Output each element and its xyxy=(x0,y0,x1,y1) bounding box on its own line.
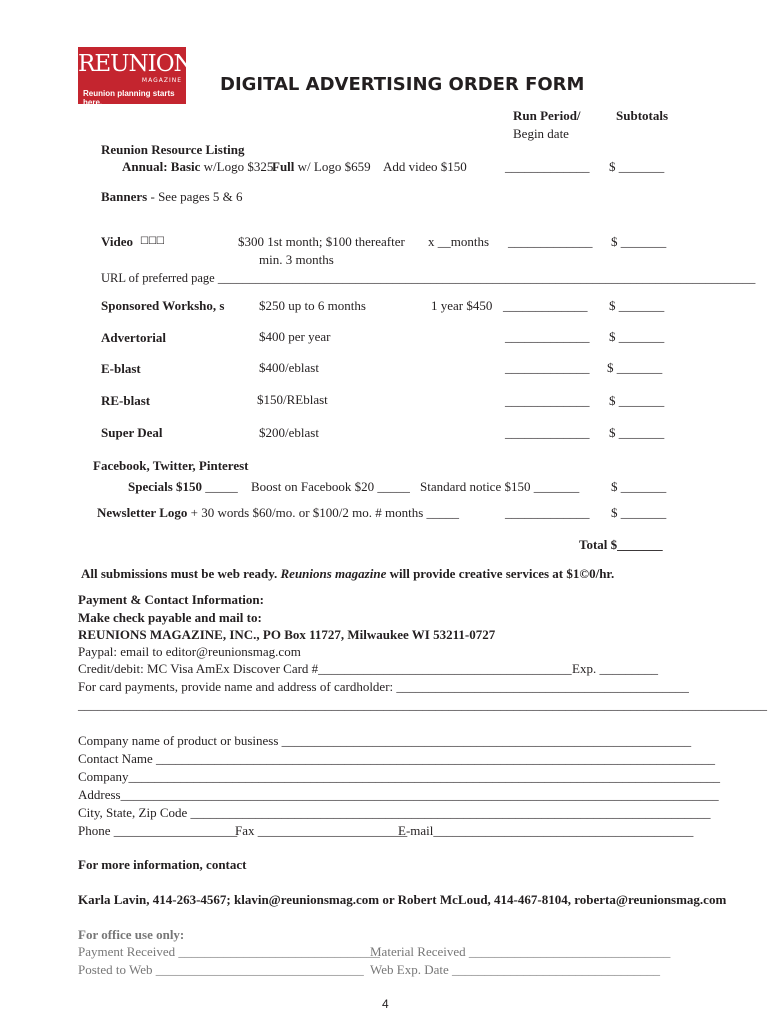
row-run-blank[interactable]: _____________ xyxy=(505,425,590,440)
video-run-blank[interactable]: _____________ xyxy=(508,234,593,249)
office-material-received[interactable]: Material Received _______________________________ xyxy=(370,944,671,959)
office-web-exp-date[interactable]: Web Exp. Date ________________________________ xyxy=(370,962,660,977)
page-number: 4 xyxy=(382,997,389,1011)
field-company-product[interactable]: Company name of product or business _______________________________________________________________ xyxy=(78,733,692,748)
more-info-heading: For more information, contact xyxy=(78,857,247,872)
social-heading: Facebook, Twitter, Pinterest xyxy=(93,458,249,473)
payment-heading: Payment & Contact Information: xyxy=(78,592,264,607)
row-price: $400/eblast xyxy=(259,360,319,375)
payment-address: REUNIONS MAGAZINE, INC., PO Box 11727, Milwaukee WI 53211-0727 xyxy=(78,627,496,642)
row-label: Advertorial xyxy=(101,330,166,345)
newsletter-row: Newsletter Logo + 30 words $60/mo. or $100/2 mo. # months _____ xyxy=(97,505,460,520)
row-extra: 1 year $450 xyxy=(431,298,493,313)
resource-full: Full w/ Logo $659 xyxy=(272,159,371,174)
social-boost[interactable]: Boost on Facebook $20 _____ xyxy=(251,479,410,494)
resource-run-blank[interactable]: _____________ xyxy=(505,159,590,174)
reunions-logo xyxy=(78,47,208,107)
video-garbled-glyphs: ☐☐☐ xyxy=(140,236,164,247)
field-contact-name[interactable]: Contact Name ______________________________________________________________________________________ xyxy=(78,751,715,766)
page-title: DIGITAL ADVERTISING ORDER FORM xyxy=(220,74,585,95)
resource-subtotal[interactable]: $ _______ xyxy=(609,159,665,174)
row-label: Super Deal xyxy=(101,425,163,440)
row-price: $150/REblast xyxy=(257,392,328,407)
video-subtotal[interactable]: $ _______ xyxy=(611,234,667,249)
total[interactable]: Total $_______ xyxy=(579,537,663,552)
office-heading: For office use only: xyxy=(78,927,185,942)
newsletter-subtotal[interactable]: $ _______ xyxy=(611,505,667,520)
payment-cardholder[interactable]: For card payments, provide name and address of cardholder: _____________________________________________ xyxy=(78,679,689,694)
row-price: $400 per year xyxy=(259,329,331,344)
logo-magazine: MAGAZINE xyxy=(141,77,182,84)
row-label: E-blast xyxy=(101,361,141,376)
field-phone[interactable]: Phone ___________________ xyxy=(78,823,238,838)
row-subtotal[interactable]: $ _______ xyxy=(609,329,665,344)
banners-row: Banners - See pages 5 & 6 xyxy=(101,189,243,204)
row-label: RE-blast xyxy=(101,393,151,408)
subtotals-header: Subtotals xyxy=(616,108,669,123)
resource-video: Add video $150 xyxy=(383,159,467,174)
row-run-blank[interactable]: _____________ xyxy=(503,298,588,313)
row-price: $250 up to 6 months xyxy=(259,298,366,313)
video-min: min. 3 months xyxy=(259,252,334,267)
field-city-state-zip[interactable]: City, State, Zip Code ________________________________________________________________________________ xyxy=(78,805,711,820)
contact-people: Karla Lavin, 414-263-4567; klavin@reunionsmag.com or Robert McLoud, 414-467-8104, roberta@reunionsmag.com xyxy=(78,892,727,907)
office-payment-received[interactable]: Payment Received _______________________________ xyxy=(78,944,380,959)
social-subtotal[interactable]: $ _______ xyxy=(611,479,667,494)
logo-wordmark: REUNIONS xyxy=(78,51,208,77)
row-price: $200/eblast xyxy=(259,425,319,440)
newsletter-run-blank[interactable]: _____________ xyxy=(505,505,590,520)
begin-date-header: Begin date xyxy=(513,126,569,141)
resource-basic: Annual: Basic w/Logo $325 xyxy=(122,159,274,174)
payment-paypal: Paypal: email to editor@reunionsmag.com xyxy=(78,644,301,659)
row-subtotal[interactable]: $ _______ xyxy=(607,360,663,375)
field-address[interactable]: Address____________________________________________________________________________________________ xyxy=(78,787,719,802)
row-label: Sponsored Worksho, s xyxy=(101,298,225,313)
office-posted-to-web[interactable]: Posted to Web ________________________________ xyxy=(78,962,364,977)
video-label: Video xyxy=(101,234,134,249)
video-months[interactable]: x __months xyxy=(428,234,490,249)
run-period-header: Run Period/ xyxy=(513,108,581,123)
row-subtotal[interactable]: $ _______ xyxy=(609,393,665,408)
payment-exp[interactable]: Exp. _________ xyxy=(572,661,658,676)
payment-extra-line[interactable]: __________________________________________________________________________________________________________ xyxy=(78,697,767,712)
row-subtotal[interactable]: $ _______ xyxy=(609,425,665,440)
video-price: $300 1st month; $100 thereafter xyxy=(238,234,405,249)
submissions-note: All submissions must be web ready. Reunions magazine will provide creative services at $1©0/hr. xyxy=(81,566,615,581)
field-email[interactable]: E-mail________________________________________ xyxy=(398,823,694,838)
social-specials: Specials $150 _____ xyxy=(128,479,238,494)
payment-check: Make check payable and mail to: xyxy=(78,610,262,625)
logo-tagline: Reunion planning starts here. xyxy=(83,89,175,107)
payment-card[interactable]: Credit/debit: MC Visa AmEx Discover Card #_______________________________________ xyxy=(78,661,572,676)
row-subtotal[interactable]: $ _______ xyxy=(609,298,665,313)
row-run-blank[interactable]: _____________ xyxy=(505,329,590,344)
field-company[interactable]: Company___________________________________________________________________________________________ xyxy=(78,769,721,784)
video-url[interactable]: URL of preferred page ______________________________________________________________________________________ xyxy=(101,271,756,285)
row-run-blank[interactable]: _____________ xyxy=(505,393,590,408)
resource-heading: Reunion Resource Listing xyxy=(101,142,245,157)
social-standard[interactable]: Standard notice $150 _______ xyxy=(420,479,580,494)
row-run-blank[interactable]: _____________ xyxy=(505,360,590,375)
field-fax[interactable]: Fax _______________________ xyxy=(235,823,408,838)
